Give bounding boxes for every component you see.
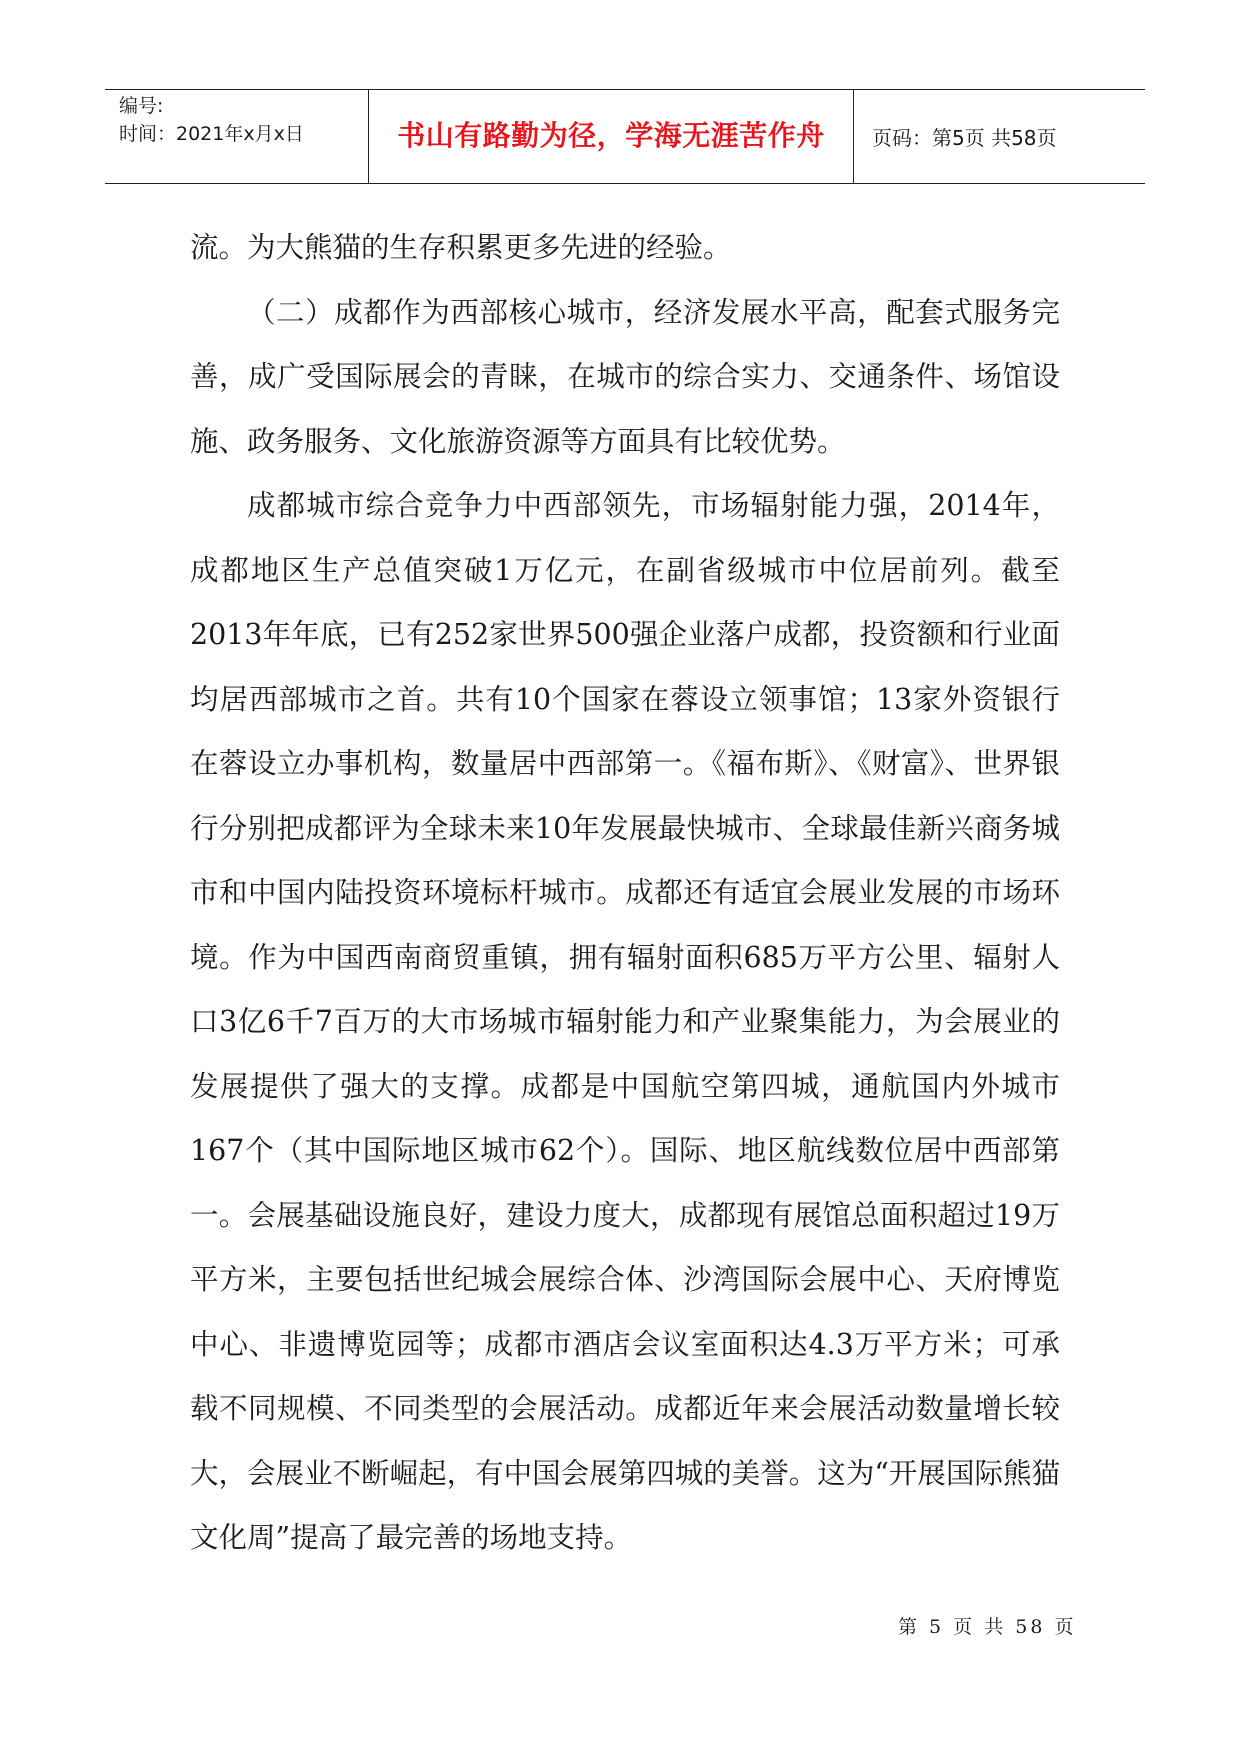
page-footer: 第 5 页 共 58 页 xyxy=(898,1616,1077,1638)
header-meta xyxy=(105,90,369,183)
header-motto: 书山有路勤为径，学海无涯苦作舟 xyxy=(369,90,854,183)
paragraph-competitiveness: 成都城市综合竞争力中西部领先，市场辐射能力强，2014年，成都地区生产总值突破1万亿元，在副省级城市中位居前列。截至2013年年底，已有252家世界500强企业落户成都，投资额和行业面均居西部城市之首。共有10个国家在蓉设立领事馆；13家外资银行在蓉设立办事机构，数量居中西部第一。《福布斯》、《财富》、世界银行分别把成都评为全球未来10年发展最快城市、全球最佳新兴商务城市和中国内陆投资环境标杆城市。成都还有适宜会展业发展的市场环境。作为中国西南商贸重镇，拥有辐射面积685万平方公里、辐射人口3亿6千7百万的大市场城市辐射能力和产业聚集能力，为会展业的发展提供了强大的支撑。成都是中国航空第四城，通航国内外城市167个（其中国际地区城市62个）。国际、地区航线数位居中西部第一。会展基础设施良好，建设力度大，成都现有展馆总面积超过19万平方米，主要包括世纪城会展综合体、沙湾国际会展中心、天府博览中心、非遗博览园等；成都市酒店会议室面积达4.3万平方米；可承载不同规模、不同类型的会展活动。成都近年来会展活动数量增长较大，会展业不断崛起，有中国会展第四城的美誉。这为“开展国际熊猫文化周”提高了最完善的场地支持。 xyxy=(190,489,1060,1554)
serial-label: 编号: xyxy=(119,95,164,117)
paragraph-continuation: 流。为大熊猫的生存积累更多先进的经验。 xyxy=(190,231,732,264)
page-header xyxy=(105,89,1145,184)
time-label: 时间：2021年x月x日 xyxy=(119,123,304,145)
paragraph-section-two: （二）成都作为西部核心城市，经济发展水平高，配套式服务完善，成广受国际展会的青睐，在城市的综合实力、交通条件、场馆设施、政务服务、文化旅游资源等方面具有比较优势。 xyxy=(190,295,1060,458)
document-body xyxy=(190,216,1060,1571)
header-page-info: 页码：第5页 共58页 xyxy=(872,126,1057,150)
